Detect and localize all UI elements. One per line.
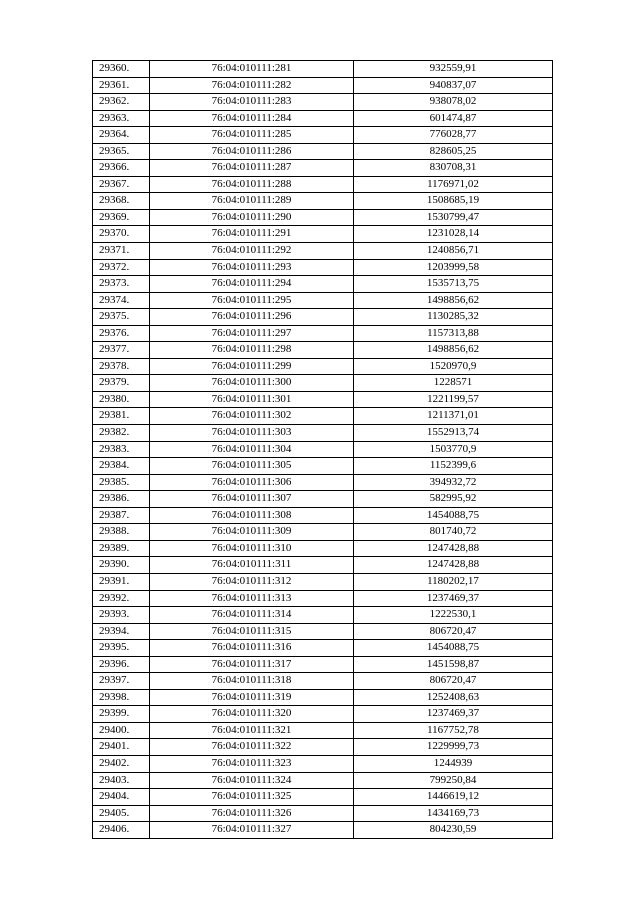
- row-number-cell: 29393.: [93, 607, 150, 624]
- table-row: [93, 607, 553, 624]
- table-row: [93, 805, 553, 822]
- table-row: [93, 557, 553, 574]
- row-number-cell: 29395.: [93, 640, 150, 657]
- cadastral-number-cell: 76:04:010111:304: [150, 441, 354, 458]
- cadastral-value-cell: 1228571: [354, 375, 553, 392]
- table-row: [93, 408, 553, 425]
- cadastral-value-cell: 1180202,17: [354, 573, 553, 590]
- row-number-cell: 29385.: [93, 474, 150, 491]
- row-number-cell: 29374.: [93, 292, 150, 309]
- cadastral-value-cell: 804230,59: [354, 822, 553, 839]
- cadastral-number-cell: 76:04:010111:316: [150, 640, 354, 657]
- table-row: [93, 722, 553, 739]
- table-row: [93, 425, 553, 442]
- cadastral-value-cell: 776028,77: [354, 127, 553, 144]
- cadastral-number-cell: 76:04:010111:326: [150, 805, 354, 822]
- cadastral-value-cell: 1176971,02: [354, 176, 553, 193]
- cadastral-number-cell: 76:04:010111:281: [150, 61, 354, 78]
- cadastral-value-cell: 1203999,58: [354, 259, 553, 276]
- cadastral-value-cell: 1454088,75: [354, 640, 553, 657]
- cadastral-number-cell: 76:04:010111:305: [150, 458, 354, 475]
- cadastral-value-cell: 1237469,37: [354, 590, 553, 607]
- table-row: [93, 391, 553, 408]
- cadastral-number-cell: 76:04:010111:290: [150, 209, 354, 226]
- row-number-cell: 29406.: [93, 822, 150, 839]
- cadastral-value-table: [92, 60, 553, 839]
- cadastral-number-cell: 76:04:010111:313: [150, 590, 354, 607]
- table-row: [93, 689, 553, 706]
- cadastral-value-cell: 1222530,1: [354, 607, 553, 624]
- cadastral-value-cell: 940837,07: [354, 77, 553, 94]
- table-row: [93, 507, 553, 524]
- cadastral-number-cell: 76:04:010111:285: [150, 127, 354, 144]
- table-row: [93, 441, 553, 458]
- table-row: [93, 160, 553, 177]
- cadastral-number-cell: 76:04:010111:308: [150, 507, 354, 524]
- table-row: [93, 259, 553, 276]
- cadastral-number-cell: 76:04:010111:298: [150, 342, 354, 359]
- row-number-cell: 29394.: [93, 623, 150, 640]
- row-number-cell: 29377.: [93, 342, 150, 359]
- cadastral-number-cell: 76:04:010111:300: [150, 375, 354, 392]
- table-row: [93, 325, 553, 342]
- table-row: [93, 176, 553, 193]
- cadastral-value-cell: 394932,72: [354, 474, 553, 491]
- cadastral-value-cell: 601474,87: [354, 110, 553, 127]
- cadastral-value-cell: 582995,92: [354, 491, 553, 508]
- cadastral-value-cell: 1520970,9: [354, 358, 553, 375]
- cadastral-value-cell: 1130285,32: [354, 309, 553, 326]
- table-row: [93, 458, 553, 475]
- cadastral-number-cell: 76:04:010111:310: [150, 540, 354, 557]
- cadastral-value-cell: 806720,47: [354, 673, 553, 690]
- cadastral-number-cell: 76:04:010111:293: [150, 259, 354, 276]
- row-number-cell: 29391.: [93, 573, 150, 590]
- row-number-cell: 29402.: [93, 755, 150, 772]
- table-row: [93, 226, 553, 243]
- cadastral-number-cell: 76:04:010111:312: [150, 573, 354, 590]
- cadastral-value-cell: 830708,31: [354, 160, 553, 177]
- cadastral-number-cell: 76:04:010111:292: [150, 243, 354, 260]
- cadastral-value-cell: 1247428,88: [354, 557, 553, 574]
- row-number-cell: 29401.: [93, 739, 150, 756]
- row-number-cell: 29369.: [93, 209, 150, 226]
- cadastral-number-cell: 76:04:010111:314: [150, 607, 354, 624]
- cadastral-number-cell: 76:04:010111:307: [150, 491, 354, 508]
- cadastral-value-cell: 828605,25: [354, 143, 553, 160]
- cadastral-value-cell: 801740,72: [354, 524, 553, 541]
- cadastral-number-cell: 76:04:010111:296: [150, 309, 354, 326]
- table-row: [93, 789, 553, 806]
- table-row: [93, 491, 553, 508]
- cadastral-number-cell: 76:04:010111:283: [150, 94, 354, 111]
- table-row: [93, 143, 553, 160]
- cadastral-value-cell: 1498856,62: [354, 342, 553, 359]
- table-row: [93, 656, 553, 673]
- cadastral-number-cell: 76:04:010111:295: [150, 292, 354, 309]
- cadastral-number-cell: 76:04:010111:327: [150, 822, 354, 839]
- cadastral-number-cell: 76:04:010111:315: [150, 623, 354, 640]
- cadastral-number-cell: 76:04:010111:320: [150, 706, 354, 723]
- cadastral-value-cell: 1252408,63: [354, 689, 553, 706]
- table-row: [93, 110, 553, 127]
- row-number-cell: 29396.: [93, 656, 150, 673]
- row-number-cell: 29364.: [93, 127, 150, 144]
- table-row: [93, 292, 553, 309]
- table-row: [93, 640, 553, 657]
- cadastral-number-cell: 76:04:010111:319: [150, 689, 354, 706]
- row-number-cell: 29405.: [93, 805, 150, 822]
- cadastral-value-cell: 1530799,47: [354, 209, 553, 226]
- table-row: [93, 474, 553, 491]
- table-row: [93, 822, 553, 839]
- row-number-cell: 29397.: [93, 673, 150, 690]
- cadastral-value-cell: 1240856,71: [354, 243, 553, 260]
- table-row: [93, 739, 553, 756]
- cadastral-value-cell: 1503770,9: [354, 441, 553, 458]
- row-number-cell: 29390.: [93, 557, 150, 574]
- row-number-cell: 29392.: [93, 590, 150, 607]
- cadastral-number-cell: 76:04:010111:303: [150, 425, 354, 442]
- cadastral-number-cell: 76:04:010111:325: [150, 789, 354, 806]
- table-row: [93, 77, 553, 94]
- row-number-cell: 29372.: [93, 259, 150, 276]
- row-number-cell: 29363.: [93, 110, 150, 127]
- row-number-cell: 29379.: [93, 375, 150, 392]
- row-number-cell: 29381.: [93, 408, 150, 425]
- cadastral-number-cell: 76:04:010111:288: [150, 176, 354, 193]
- row-number-cell: 29360.: [93, 61, 150, 78]
- row-number-cell: 29365.: [93, 143, 150, 160]
- row-number-cell: 29368.: [93, 193, 150, 210]
- cadastral-value-cell: 1167752,78: [354, 722, 553, 739]
- row-number-cell: 29370.: [93, 226, 150, 243]
- table-row: [93, 342, 553, 359]
- cadastral-value-cell: 938078,02: [354, 94, 553, 111]
- table-row: [93, 61, 553, 78]
- cadastral-value-cell: 1508685,19: [354, 193, 553, 210]
- row-number-cell: 29376.: [93, 325, 150, 342]
- row-number-cell: 29373.: [93, 276, 150, 293]
- cadastral-value-cell: 1446619,12: [354, 789, 553, 806]
- row-number-cell: 29386.: [93, 491, 150, 508]
- cadastral-number-cell: 76:04:010111:284: [150, 110, 354, 127]
- cadastral-value-cell: 1535713,75: [354, 276, 553, 293]
- cadastral-number-cell: 76:04:010111:317: [150, 656, 354, 673]
- cadastral-number-cell: 76:04:010111:286: [150, 143, 354, 160]
- cadastral-number-cell: 76:04:010111:302: [150, 408, 354, 425]
- table-row: [93, 706, 553, 723]
- cadastral-number-cell: 76:04:010111:297: [150, 325, 354, 342]
- cadastral-number-cell: 76:04:010111:301: [150, 391, 354, 408]
- cadastral-value-cell: 1229999,73: [354, 739, 553, 756]
- cadastral-number-cell: 76:04:010111:282: [150, 77, 354, 94]
- cadastral-number-cell: 76:04:010111:322: [150, 739, 354, 756]
- cadastral-value-cell: 1244939: [354, 755, 553, 772]
- table-row: [93, 590, 553, 607]
- cadastral-number-cell: 76:04:010111:299: [150, 358, 354, 375]
- row-number-cell: 29382.: [93, 425, 150, 442]
- row-number-cell: 29380.: [93, 391, 150, 408]
- cadastral-value-cell: 806720,47: [354, 623, 553, 640]
- cadastral-value-cell: 1498856,62: [354, 292, 553, 309]
- table-row: [93, 276, 553, 293]
- table-row: [93, 375, 553, 392]
- cadastral-value-cell: 1237469,37: [354, 706, 553, 723]
- row-number-cell: 29366.: [93, 160, 150, 177]
- row-number-cell: 29371.: [93, 243, 150, 260]
- cadastral-value-cell: 1152399,6: [354, 458, 553, 475]
- table-row: [93, 755, 553, 772]
- row-number-cell: 29399.: [93, 706, 150, 723]
- cadastral-value-cell: 1434169,73: [354, 805, 553, 822]
- cadastral-number-cell: 76:04:010111:294: [150, 276, 354, 293]
- row-number-cell: 29389.: [93, 540, 150, 557]
- cadastral-number-cell: 76:04:010111:289: [150, 193, 354, 210]
- cadastral-value-cell: 1231028,14: [354, 226, 553, 243]
- cadastral-value-cell: 932559,91: [354, 61, 553, 78]
- row-number-cell: 29404.: [93, 789, 150, 806]
- table-body: [93, 61, 553, 839]
- cadastral-value-cell: 799250,84: [354, 772, 553, 789]
- cadastral-number-cell: 76:04:010111:324: [150, 772, 354, 789]
- table-row: [93, 193, 553, 210]
- table-row: [93, 127, 553, 144]
- row-number-cell: 29398.: [93, 689, 150, 706]
- cadastral-value-cell: 1451598,87: [354, 656, 553, 673]
- table-row: [93, 623, 553, 640]
- cadastral-number-cell: 76:04:010111:306: [150, 474, 354, 491]
- table-row: [93, 573, 553, 590]
- cadastral-value-cell: 1157313,88: [354, 325, 553, 342]
- cadastral-value-cell: 1454088,75: [354, 507, 553, 524]
- row-number-cell: 29375.: [93, 309, 150, 326]
- cadastral-value-cell: 1221199,57: [354, 391, 553, 408]
- row-number-cell: 29403.: [93, 772, 150, 789]
- cadastral-number-cell: 76:04:010111:318: [150, 673, 354, 690]
- row-number-cell: 29388.: [93, 524, 150, 541]
- row-number-cell: 29383.: [93, 441, 150, 458]
- row-number-cell: 29367.: [93, 176, 150, 193]
- row-number-cell: 29384.: [93, 458, 150, 475]
- table-row: [93, 772, 553, 789]
- row-number-cell: 29400.: [93, 722, 150, 739]
- cadastral-value-cell: 1247428,88: [354, 540, 553, 557]
- table-row: [93, 243, 553, 260]
- table-row: [93, 209, 553, 226]
- table-row: [93, 309, 553, 326]
- cadastral-number-cell: 76:04:010111:323: [150, 755, 354, 772]
- row-number-cell: 29362.: [93, 94, 150, 111]
- cadastral-value-cell: 1211371,01: [354, 408, 553, 425]
- cadastral-value-cell: 1552913,74: [354, 425, 553, 442]
- cadastral-number-cell: 76:04:010111:287: [150, 160, 354, 177]
- row-number-cell: 29378.: [93, 358, 150, 375]
- table-row: [93, 358, 553, 375]
- table-row: [93, 540, 553, 557]
- table-row: [93, 94, 553, 111]
- cadastral-number-cell: 76:04:010111:309: [150, 524, 354, 541]
- row-number-cell: 29387.: [93, 507, 150, 524]
- row-number-cell: 29361.: [93, 77, 150, 94]
- cadastral-number-cell: 76:04:010111:311: [150, 557, 354, 574]
- cadastral-number-cell: 76:04:010111:291: [150, 226, 354, 243]
- table-row: [93, 524, 553, 541]
- cadastral-number-cell: 76:04:010111:321: [150, 722, 354, 739]
- table-row: [93, 673, 553, 690]
